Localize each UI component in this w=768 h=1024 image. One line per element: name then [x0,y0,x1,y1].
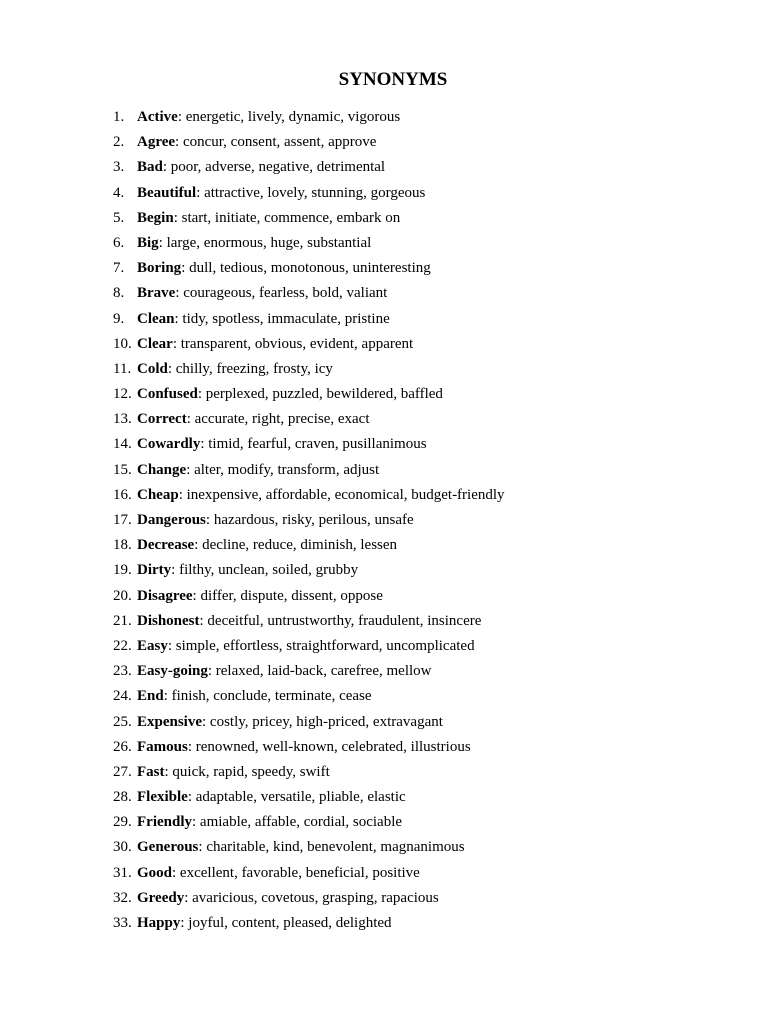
item-synonyms: : filthy, unclean, soiled, grubby [171,562,359,579]
item-number: 29. [113,814,132,831]
item-word: Begin [137,209,174,226]
item-word: Disagree [137,587,193,604]
list-item [113,560,505,585]
item-word: Fast [137,763,165,780]
list-item [113,762,505,787]
item-synonyms: : costly, pricey, high-priced, extravagant [202,713,443,730]
item-synonyms: : tidy, spotless, immaculate, pristine [174,310,390,327]
list-item [113,107,505,132]
item-word: Expensive [137,713,203,730]
item-number: 21. [113,612,132,629]
list-item [113,409,505,434]
item-number: 6. [113,234,125,251]
list-item [113,837,505,862]
item-number: 28. [113,789,132,806]
item-word: Cowardly [137,436,201,453]
item-synonyms: : accurate, right, precise, exact [186,411,370,428]
item-number: 22. [113,637,132,654]
item-synonyms: : timid, fearful, craven, pusillanimous [200,436,427,453]
item-word: Active [137,109,178,125]
item-number: 15. [113,461,132,478]
list-item [113,334,505,359]
item-synonyms: : relaxed, laid-back, carefree, mellow [207,663,432,680]
item-synonyms: : dull, tedious, monotonous, uninteresting [181,260,431,277]
item-synonyms: : hazardous, risky, perilous, unsafe [205,512,414,528]
list-item [113,913,505,938]
item-word: Correct [137,411,187,428]
item-number: 7. [113,260,125,277]
list-item [113,686,505,711]
item-number: 27. [113,763,132,780]
item-word: Greedy [137,889,185,906]
item-number: 10. [113,335,132,352]
page-title: SYNONYMS [338,69,448,90]
item-word: Generous [137,839,199,856]
item-word: Dirty [137,562,172,579]
item-word: Big [137,234,159,251]
list-item [113,535,505,560]
item-number: 3. [113,159,125,176]
item-word: Friendly [137,814,192,831]
synonym-list [113,107,505,938]
item-number: 16. [113,486,132,503]
item-synonyms: : energetic, lively, dynamic, vigorous [177,109,401,125]
item-number: 25. [113,713,132,730]
item-number: 19. [113,562,132,579]
item-number: 31. [113,864,132,881]
list-item [113,888,505,913]
item-synonyms: : chilly, freezing, frosty, icy [167,360,333,377]
list-item [113,258,505,283]
item-number: 30. [113,839,132,856]
item-word: Easy-going [137,663,208,680]
item-synonyms: : decline, reduce, diminish, lessen [194,537,398,554]
item-synonyms: : poor, adverse, negative, detrimental [162,159,386,176]
list-item [113,737,505,762]
item-number: 9. [113,310,125,327]
item-word: Easy [137,637,168,654]
item-synonyms: : inexpensive, affordable, economical, budget-friendly [178,486,505,503]
item-synonyms: : avaricious, covetous, grasping, rapacious [184,889,439,906]
item-word: Bad [137,159,163,176]
item-number: 14. [113,436,132,453]
item-word: Clean [137,310,175,327]
item-number: 24. [113,688,132,705]
list-item [113,863,505,888]
item-word: Confused [137,386,198,403]
item-number: 17. [113,512,132,528]
item-synonyms: : charitable, kind, benevolent, magnanimous [198,839,465,856]
item-number: 5. [113,209,125,226]
list-item [113,359,505,384]
item-number: 20. [113,587,132,604]
item-word: Happy [137,915,181,931]
list-item [113,183,505,208]
item-word: Good [137,864,173,881]
item-word: Change [137,461,187,478]
item-synonyms: : simple, effortless, straightforward, uncomplicated [167,637,475,654]
item-word: Dishonest [137,612,200,629]
list-item [113,510,505,535]
list-item [113,233,505,258]
item-synonyms: : excellent, favorable, beneficial, positive [172,864,420,881]
item-word: Cold [137,360,168,377]
item-number: 18. [113,537,132,554]
item-number: 2. [113,134,125,151]
item-word: Agree [137,134,176,151]
item-synonyms: : amiable, affable, cordial, sociable [192,814,403,831]
item-synonyms: : renowned, well-known, celebrated, illustrious [187,738,471,755]
item-word: Boring [137,260,182,277]
item-synonyms: : adaptable, versatile, pliable, elastic [187,789,406,806]
item-number: 32. [113,889,132,906]
item-word: Decrease [137,537,195,554]
list-item [113,812,505,837]
list-item [113,132,505,157]
item-synonyms: : perplexed, puzzled, bewildered, baffled [197,386,443,403]
list-item [113,309,505,334]
list-item [113,636,505,661]
list-item [113,157,505,182]
item-number: 33. [113,915,132,931]
item-number: 12. [113,386,132,403]
item-word: Brave [137,285,176,302]
list-item [113,485,505,510]
item-word: End [137,688,164,705]
list-item [113,586,505,611]
list-item [113,712,505,737]
item-word: Cheap [137,486,179,503]
item-word: Flexible [137,789,188,806]
item-word: Clear [137,335,173,352]
item-number: 13. [113,411,132,428]
item-number: 4. [113,184,125,201]
item-synonyms: : courageous, fearless, bold, valiant [175,285,388,302]
item-synonyms: : quick, rapid, speedy, swift [164,763,330,780]
item-synonyms: : attractive, lovely, stunning, gorgeous [196,184,426,201]
list-item [113,611,505,636]
list-item [113,283,505,308]
list-item [113,787,505,812]
item-synonyms: : differ, dispute, dissent, oppose [192,587,383,604]
item-number: 8. [113,285,125,302]
item-synonyms: : alter, modify, transform, adjust [186,461,380,478]
list-item [113,460,505,485]
item-synonyms: : concur, consent, assent, approve [175,134,377,151]
item-synonyms: : start, initiate, commence, embark on [173,209,401,226]
item-synonyms: : joyful, content, pleased, delighted [180,915,392,931]
list-item [113,384,505,409]
item-number: 1. [113,109,125,125]
item-synonyms: : deceitful, untrustworthy, fraudulent, insincere [199,612,482,629]
item-word: Dangerous [137,512,206,528]
list-item [113,661,505,686]
item-synonyms: : finish, conclude, terminate, cease [163,688,372,705]
item-number: 23. [113,663,132,680]
list-item [113,208,505,233]
list-item [113,434,505,459]
item-word: Beautiful [137,184,197,201]
item-word: Famous [137,738,188,755]
item-synonyms: : transparent, obvious, evident, apparent [172,335,414,352]
item-synonyms: : large, enormous, huge, substantial [158,234,372,251]
item-number: 26. [113,738,132,755]
item-number: 11. [113,360,132,377]
